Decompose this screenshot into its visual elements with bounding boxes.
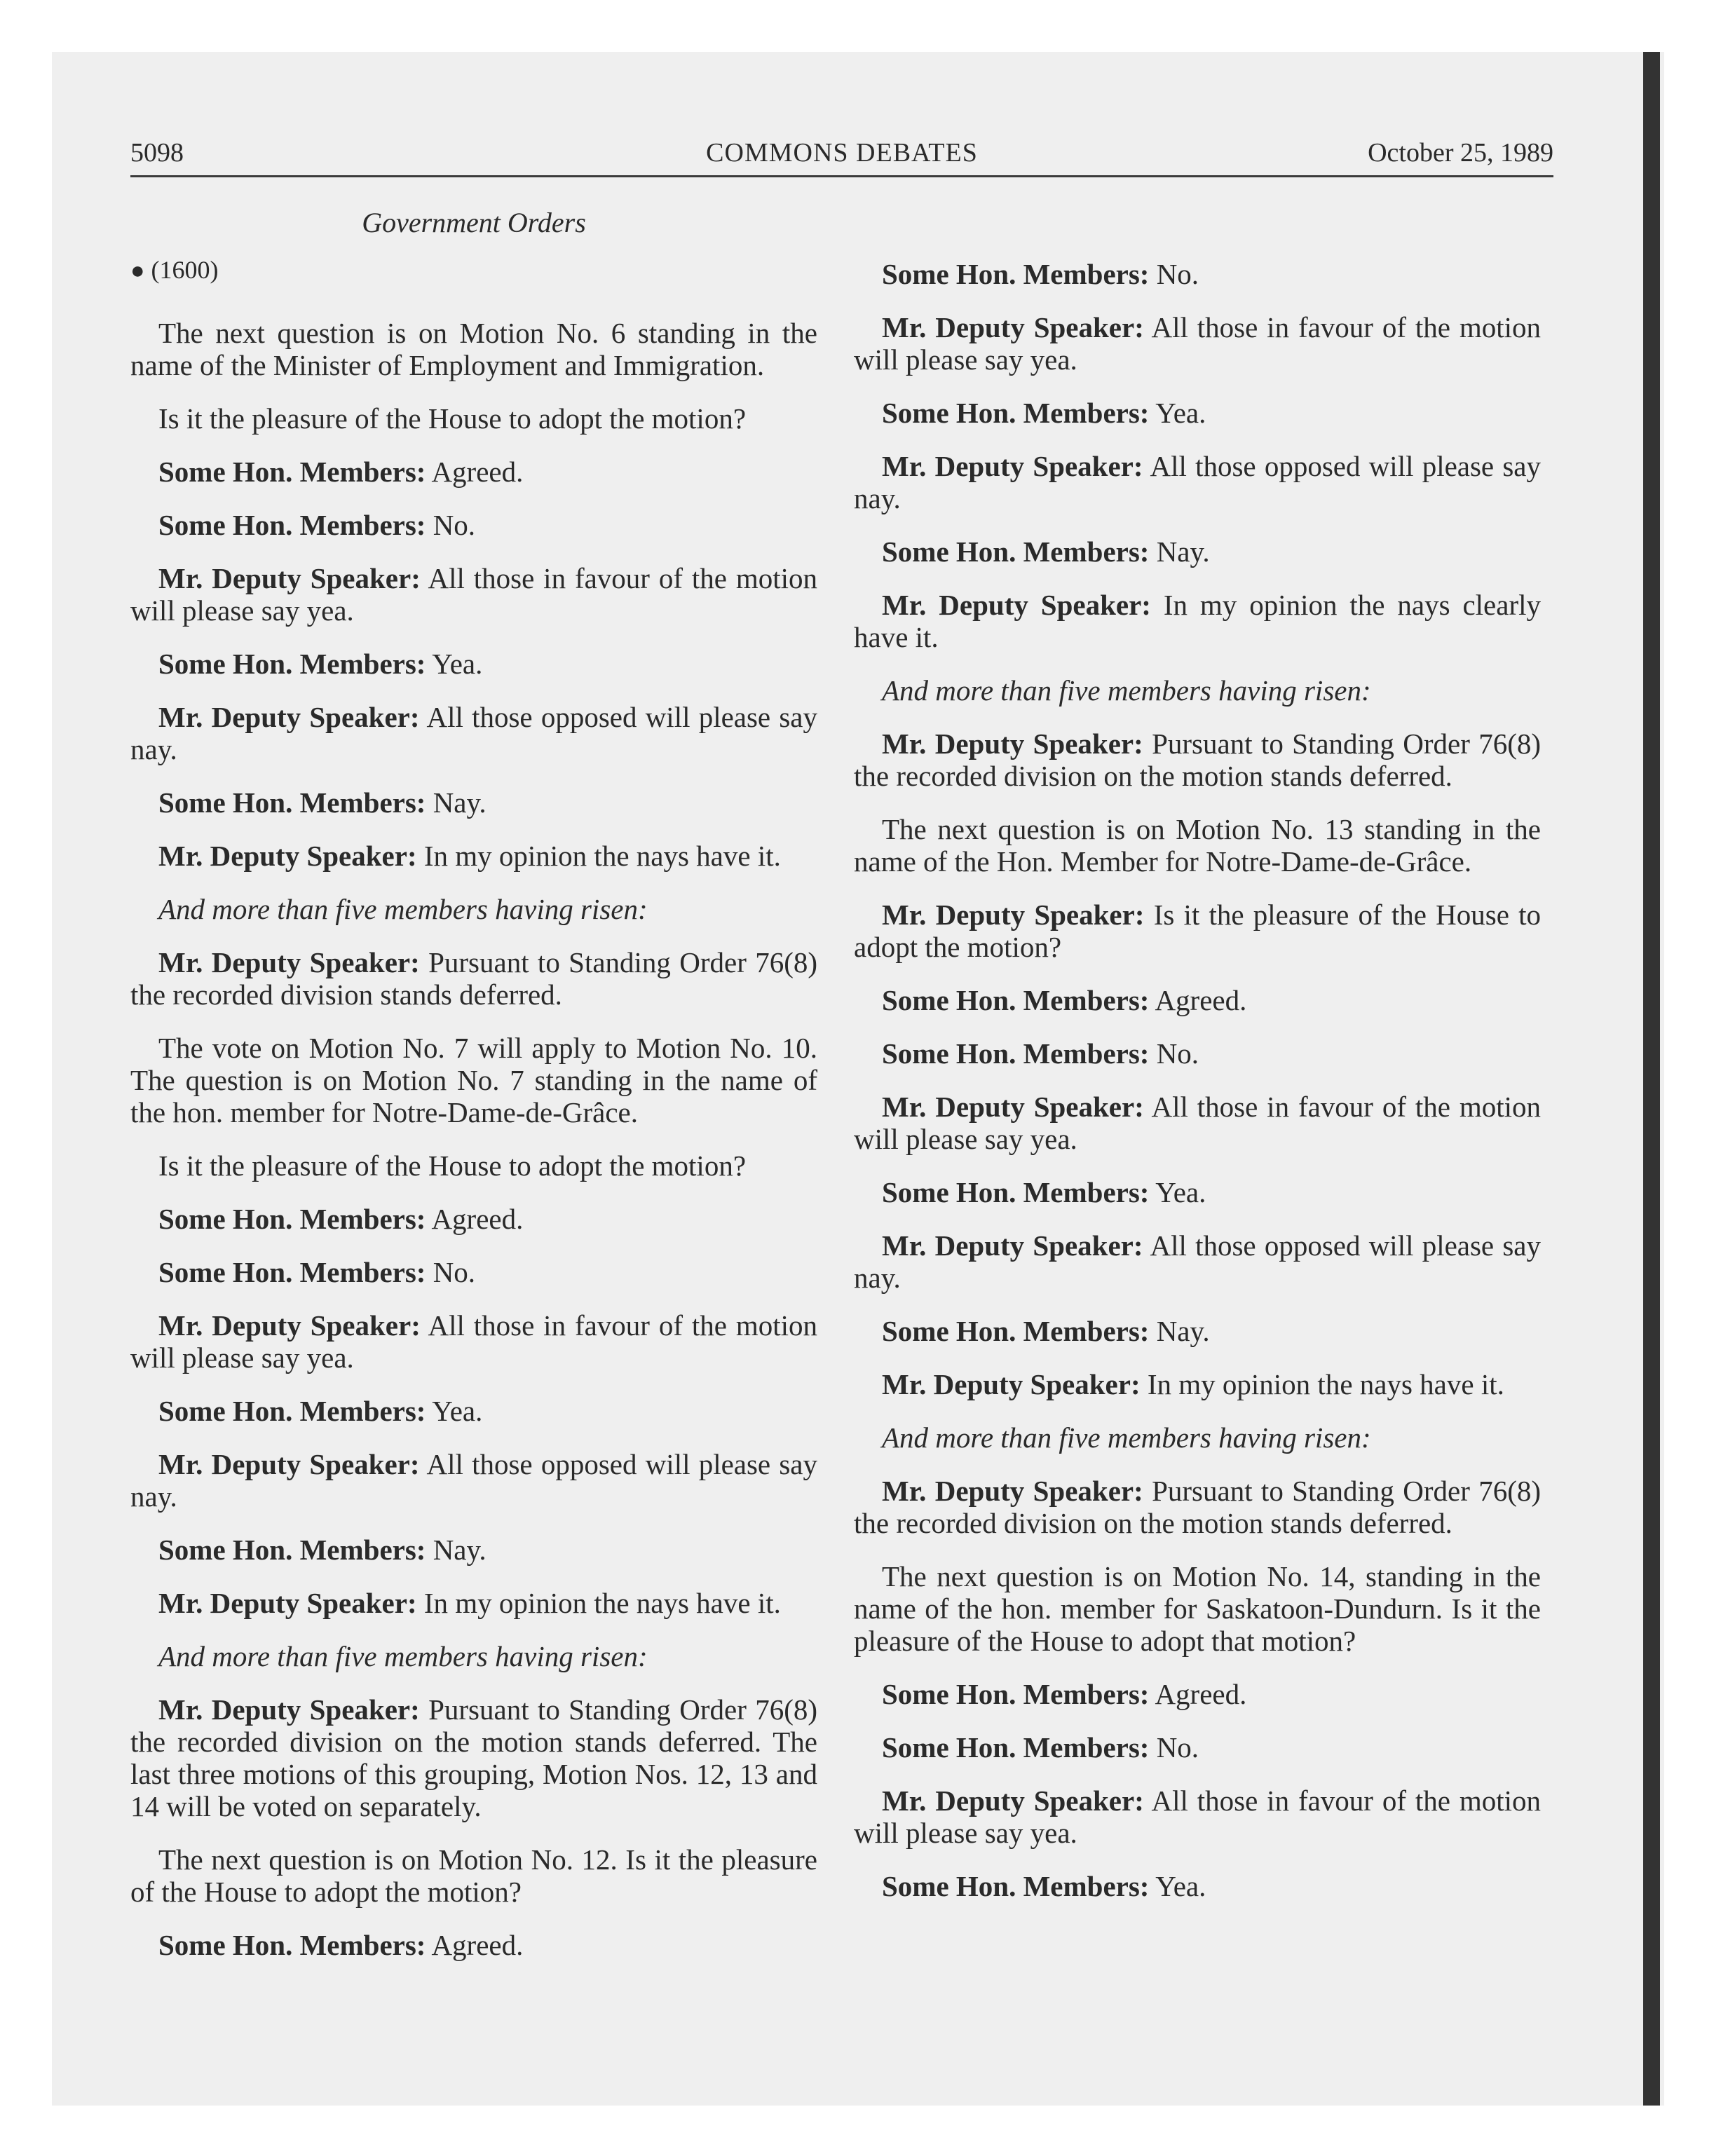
speaker-name: Mr. Deputy Speaker:	[158, 840, 417, 872]
paragraph	[854, 674, 1541, 707]
paragraph-text: All those in favour of the motion will please say yea.	[130, 562, 817, 627]
paragraph-text: The next question is on Motion No. 12. Is it the pleasure of the House to adopt the motion?	[130, 1843, 817, 1908]
paragraph-text: Agreed.	[431, 456, 524, 488]
paragraph-text: No.	[433, 1256, 476, 1288]
paragraph-text: And more than five members having risen:	[882, 1421, 1371, 1454]
paragraph	[130, 1395, 817, 1427]
paragraph-text: In my opinion the nays clearly have it.	[854, 589, 1541, 653]
paragraph	[854, 1315, 1541, 1347]
paragraph	[130, 648, 817, 680]
paragraph-text: All those opposed will please say nay.	[854, 450, 1541, 514]
paragraph	[130, 562, 817, 627]
speaker-name: Some Hon. Members:	[882, 1176, 1150, 1208]
paragraph	[130, 1929, 817, 1961]
paragraph	[854, 1785, 1541, 1849]
paragraph	[130, 1640, 817, 1672]
speaker-name: Some Hon. Members:	[158, 509, 426, 541]
paragraph-text: All those in favour of the motion will please say yea.	[854, 1091, 1541, 1155]
paragraph	[130, 1843, 817, 1908]
paragraph	[854, 1368, 1541, 1400]
paragraph	[854, 311, 1541, 376]
section-heading: Government Orders	[362, 207, 586, 238]
page-number: 5098	[130, 138, 184, 168]
paragraph	[130, 1309, 817, 1374]
speaker-name: Mr. Deputy Speaker:	[158, 1587, 417, 1619]
paragraph-text: All those opposed will please say nay.	[130, 1448, 817, 1513]
paragraph-text: Pursuant to Standing Order 76(8) the recorded division on the motion stands deferred.	[854, 1475, 1541, 1539]
paragraph-text: No.	[433, 509, 476, 541]
speaker-name: Mr. Deputy Speaker:	[882, 1229, 1143, 1262]
paragraph	[130, 840, 817, 872]
paragraph-text: Yea.	[1155, 1870, 1206, 1902]
speaker-name: Mr. Deputy Speaker:	[158, 946, 420, 978]
speaker-name: Some Hon. Members:	[158, 786, 426, 819]
paragraph	[854, 1176, 1541, 1208]
paragraph	[854, 1091, 1541, 1155]
paragraph-text: In my opinion the nays have it.	[1147, 1368, 1504, 1400]
right-paragraphs	[854, 258, 1541, 1902]
paragraph-text: No.	[1156, 1037, 1199, 1070]
speaker-name: Some Hon. Members:	[882, 258, 1150, 290]
paragraph-text: The vote on Motion No. 7 will apply to Motion No. 10. The question is on Motion No. 7 standing in the name of the hon. member for Notre-Dame-de-Grâce.	[130, 1032, 817, 1128]
paragraph	[130, 1203, 817, 1235]
paragraph	[854, 450, 1541, 514]
paragraph-text: No.	[1156, 1731, 1199, 1763]
bullet-icon: ●	[130, 258, 145, 284]
paragraph	[130, 1693, 817, 1822]
paragraph	[854, 899, 1541, 963]
speaker-name: Some Hon. Members:	[882, 1870, 1150, 1902]
speaker-name: Mr. Deputy Speaker:	[158, 1309, 421, 1342]
speaker-name: Some Hon. Members:	[158, 456, 426, 488]
paragraph	[854, 535, 1541, 568]
paragraph	[130, 456, 817, 488]
paragraph	[130, 1587, 817, 1619]
speaker-name: Some Hon. Members:	[882, 535, 1150, 568]
paragraph-text: Pursuant to Standing Order 76(8) the recorded division stands deferred.	[130, 946, 817, 1011]
left-column	[130, 254, 817, 1982]
speaker-name: Mr. Deputy Speaker:	[882, 1368, 1141, 1400]
speaker-name: Some Hon. Members:	[882, 397, 1150, 429]
speaker-name: Mr. Deputy Speaker:	[882, 1091, 1144, 1123]
paragraph	[854, 1731, 1541, 1763]
paragraph	[130, 317, 817, 381]
speaker-name: Mr. Deputy Speaker:	[882, 450, 1143, 482]
paragraph	[130, 1032, 817, 1128]
paragraph	[854, 1229, 1541, 1294]
speaker-name: Some Hon. Members:	[158, 1203, 426, 1235]
paragraph-text: All those in favour of the motion will please say yea.	[130, 1309, 817, 1374]
speaker-name: Mr. Deputy Speaker:	[158, 701, 420, 733]
time-marker	[130, 254, 817, 287]
paragraph	[854, 1037, 1541, 1070]
paragraph-text: Nay.	[1156, 535, 1210, 568]
paragraph	[130, 402, 817, 435]
speaker-name: Some Hon. Members:	[882, 984, 1150, 1016]
paragraph	[130, 946, 817, 1011]
paragraph	[854, 813, 1541, 878]
paragraph-text: Yea.	[432, 648, 483, 680]
paragraph-text: Agreed.	[431, 1203, 524, 1235]
speaker-name: Mr. Deputy Speaker:	[882, 899, 1145, 931]
speaker-name: Some Hon. Members:	[158, 1929, 426, 1961]
paragraph-text: Is it the pleasure of the House to adopt the motion?	[854, 899, 1542, 963]
paragraph	[854, 1560, 1541, 1657]
speaker-name: Mr. Deputy Speaker:	[882, 311, 1144, 343]
speaker-name: Some Hon. Members:	[158, 1395, 426, 1427]
left-paragraphs	[130, 317, 817, 1961]
paragraph-text: Agreed.	[1155, 984, 1247, 1016]
publication-date: October 25, 1989	[1368, 138, 1553, 168]
paragraph	[854, 1421, 1541, 1454]
speaker-name: Mr. Deputy Speaker:	[158, 562, 421, 594]
paragraph	[130, 1448, 817, 1513]
paragraph-text: And more than five members having risen:	[158, 1640, 648, 1672]
paragraph	[854, 589, 1541, 653]
paragraph	[854, 1678, 1541, 1710]
paragraph-text: Is it the pleasure of the House to adopt the motion?	[158, 402, 747, 435]
paragraph	[130, 509, 817, 541]
paragraph	[130, 1256, 817, 1288]
paragraph-text: The next question is on Motion No. 14, standing in the name of the hon. member for Saskatoon-Dundurn. Is it the pleasure of the House to adopt that motion?	[854, 1560, 1541, 1657]
paragraph-text: And more than five members having risen:	[882, 674, 1371, 707]
speaker-name: Mr. Deputy Speaker:	[158, 1448, 420, 1480]
paragraph-text: In my opinion the nays have it.	[423, 840, 781, 872]
paragraph	[854, 1475, 1541, 1539]
paragraph	[854, 984, 1541, 1016]
publication-title: COMMONS DEBATES	[706, 138, 978, 168]
paragraph	[854, 1870, 1541, 1902]
speaker-name: Some Hon. Members:	[882, 1731, 1150, 1763]
paragraph-text: Nay.	[433, 786, 487, 819]
speaker-name: Mr. Deputy Speaker:	[882, 589, 1151, 621]
speaker-name: Some Hon. Members:	[882, 1678, 1150, 1710]
paragraph	[854, 728, 1541, 792]
paragraph	[130, 786, 817, 819]
paragraph-text: All those in favour of the motion will please say yea.	[854, 311, 1541, 376]
page-header	[130, 133, 1553, 172]
paragraph	[130, 893, 817, 925]
paragraph-text: The next question is on Motion No. 13 standing in the name of the Hon. Member for Notre-Dame-de-Grâce.	[854, 813, 1541, 878]
paragraph-text: Pursuant to Standing Order 76(8) the recorded division on the motion stands deferred.	[854, 728, 1541, 792]
time-mark: (1600)	[151, 256, 219, 284]
speaker-name: Some Hon. Members:	[158, 1256, 426, 1288]
paragraph-text: Nay.	[433, 1534, 487, 1566]
paragraph	[130, 1534, 817, 1566]
paragraph-text: Yea.	[432, 1395, 483, 1427]
header-rule	[130, 175, 1553, 177]
speaker-name: Mr. Deputy Speaker:	[882, 1475, 1143, 1507]
paragraph-text: And more than five members having risen:	[158, 893, 648, 925]
paragraph-text: Pursuant to Standing Order 76(8) the recorded division on the motion stands deferred. The last three motions of this grouping, Motion Nos. 12, 13 and 14 will be voted on separately.	[130, 1693, 817, 1822]
paragraph-text: All those in favour of the motion will please say yea.	[854, 1785, 1541, 1849]
speaker-name: Some Hon. Members:	[158, 1534, 426, 1566]
paragraph-text: Is it the pleasure of the House to adopt the motion?	[158, 1149, 747, 1182]
scan-edge-bar	[1643, 52, 1660, 2106]
paragraph-text: Agreed.	[1155, 1678, 1247, 1710]
speaker-name: Some Hon. Members:	[882, 1037, 1150, 1070]
paragraph-text: Yea.	[1155, 1176, 1206, 1208]
paragraph-text: No.	[1156, 258, 1199, 290]
speaker-name: Mr. Deputy Speaker:	[882, 1785, 1144, 1817]
paragraph-text: Agreed.	[431, 1929, 524, 1961]
paragraph-text: All those opposed will please say nay.	[854, 1229, 1541, 1294]
paragraph-text: The next question is on Motion No. 6 standing in the name of the Minister of Employment and Immigration.	[130, 317, 817, 381]
paragraph	[130, 701, 817, 765]
paragraph-text: In my opinion the nays have it.	[423, 1587, 781, 1619]
speaker-name: Mr. Deputy Speaker:	[158, 1693, 420, 1726]
paragraph-text: All those opposed will please say nay.	[130, 701, 817, 765]
paragraph	[130, 1149, 817, 1182]
speaker-name: Some Hon. Members:	[882, 1315, 1150, 1347]
paragraph	[854, 397, 1541, 429]
speaker-name: Mr. Deputy Speaker:	[882, 728, 1143, 760]
right-column	[854, 258, 1541, 1923]
paragraph-text: Yea.	[1155, 397, 1206, 429]
paragraph	[854, 258, 1541, 290]
speaker-name: Some Hon. Members:	[158, 648, 426, 680]
paragraph-text: Nay.	[1156, 1315, 1210, 1347]
